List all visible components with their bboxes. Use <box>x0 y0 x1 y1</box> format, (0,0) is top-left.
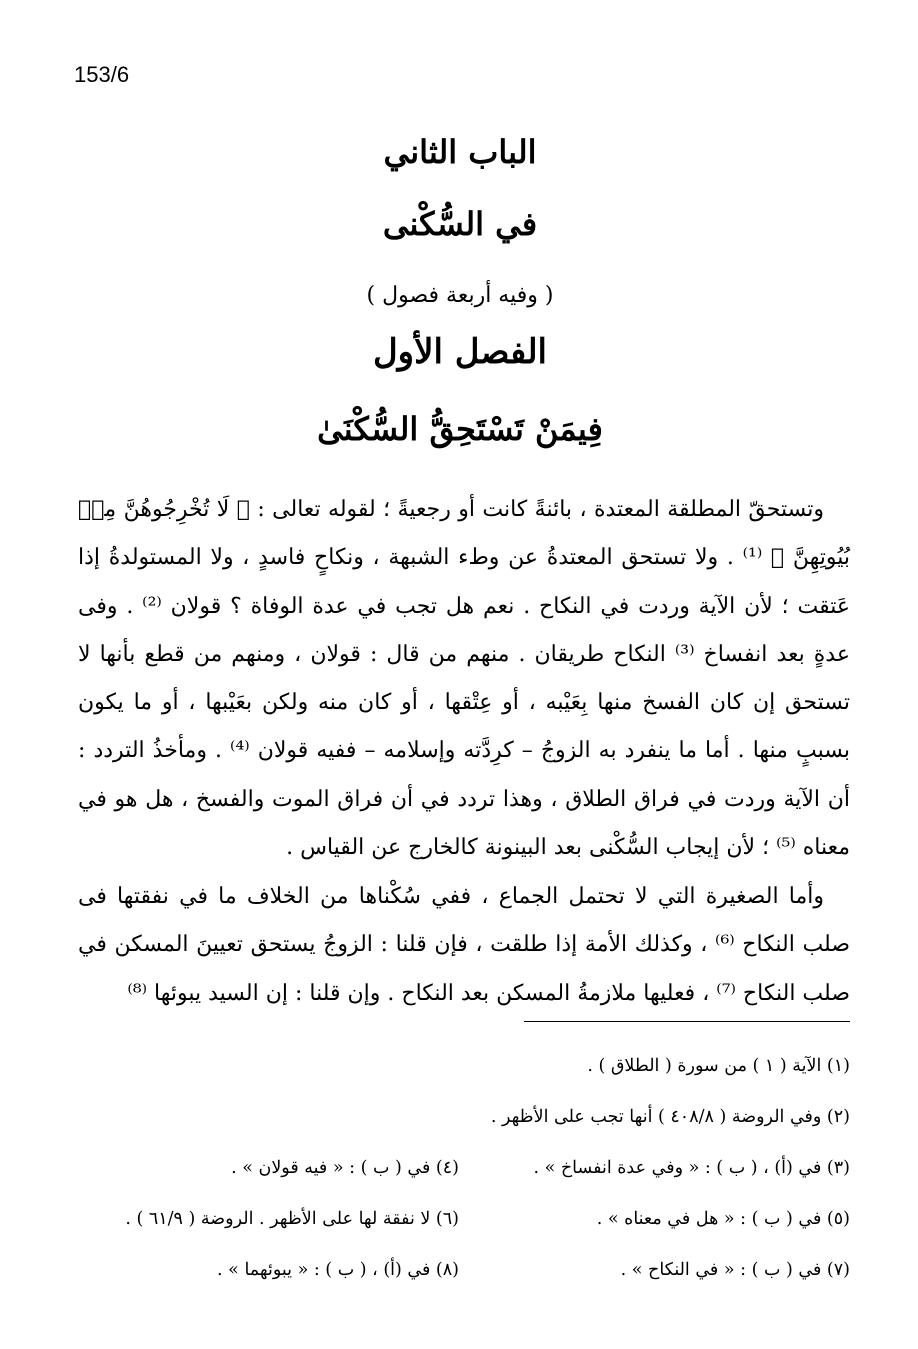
page-number: 153/6 <box>74 62 130 87</box>
footnote-row <box>78 1193 850 1244</box>
chapter-title: الباب الثاني <box>383 133 537 171</box>
section-title: الفصل الأول <box>372 332 548 372</box>
body-paragraph-1 <box>78 486 850 872</box>
footnote-7: (٧) في ( ب ) : « في النكاح » . <box>620 1259 850 1280</box>
paragraph-text: وأما الصغيرة التي لا تحتمل الجماع ، ففي سُكْناها من الخلاف ما في نفقتها فى صلب النكاح ⁽⁶⁾ ، وكذلك الأمة إذا طلقت ، فإن قلنا : الزوجُ يستحق تعيينَ المسكن في صلب النكاح ⁽⁷⁾ ، فعليها ملازمةُ المسكن بعد النكاح . وإن قلنا : إن السيد يبوئها ⁽⁸⁾ <box>78 884 851 1006</box>
footnote-1: (١) الآية ( ١ ) من سورة ( الطلاق ) . <box>587 1055 850 1076</box>
chapter-subject: في السُّكْنى <box>382 205 538 243</box>
section-subject: فِيمَنْ تَسْتَحِقُّ السُّكْنَىٰ <box>317 410 603 448</box>
footnote-8: (٨) في (أ) ، ( ب ) : « يبوئهما » . <box>217 1259 459 1280</box>
paragraph-text: وتستحقّ المطلقة المعتدة ، بائنةً كانت أو رجعيةً ؛ لقوله تعالى : ﴿ لَا تُخْرِجُوهُنَّ مِنۢ بُيُوتِهِنَّ ﴾ ⁽¹⁾ . ولا تستحق المعتدةُ عن وطء الشبهة ، ونكاحٍ فاسدٍ ، ولا المستولدةُ إذا عَتقت ؛ لأن الآية وردت في النكاح . نعم هل تجب في عدة الوفاة ؟ قولان ⁽²⁾ . وفى عدةٍ بعد انفساخ ⁽³⁾ النكاح طريقان . منهم من قال : قولان ، ومنهم من قطع بأنها لا تستحق إن كان الفسخ منها بِعَيْبه ، أو عِتْقها ، أو كان منه ولكن بعَيْبها ، أو ما يكون بسببٍ منها . أما ما ينفرد به الزوجُ – كرِدَّته وإسلامه – ففيه قولان ⁽⁴⁾ . ومأخذُ التردد : أن الآية وردت في فراق الطلاق ، وهذا تردد في أن فراق الموت والفسخ ، هل هو في معناه ⁽⁵⁾ ؛ لأن إيجاب السُّكْنى بعد البينونة كالخارج عن القياس . <box>78 497 850 861</box>
footnote-divider <box>524 1021 850 1022</box>
footnote-4: (٤) في ( ب ) : « فيه قولان » . <box>231 1157 459 1178</box>
footnote-row <box>78 1244 850 1295</box>
footnote-2: (٢) وفي الروضة ( ٤٠٨/٨ ) أنها تجب على الأظهر . <box>490 1106 850 1127</box>
footnote-6: (٦) لا نفقة لها على الأظهر . الروضة ( ٦١/٩ ) . <box>125 1208 459 1229</box>
footnote-3: (٣) في (أ) ، ( ب ) : « وفي عدة انفساخ » . <box>533 1157 850 1178</box>
footnote-row <box>78 1142 850 1193</box>
footnote-row <box>78 1040 850 1091</box>
footnote-5: (٥) في ( ب ) : « هل في معناه » . <box>596 1208 850 1229</box>
footnote-row <box>78 1091 850 1142</box>
body-paragraph-2 <box>78 873 850 1018</box>
chapter-note: ( وفيه أربعة فصول ) <box>366 283 554 308</box>
footnotes <box>78 1040 850 1295</box>
